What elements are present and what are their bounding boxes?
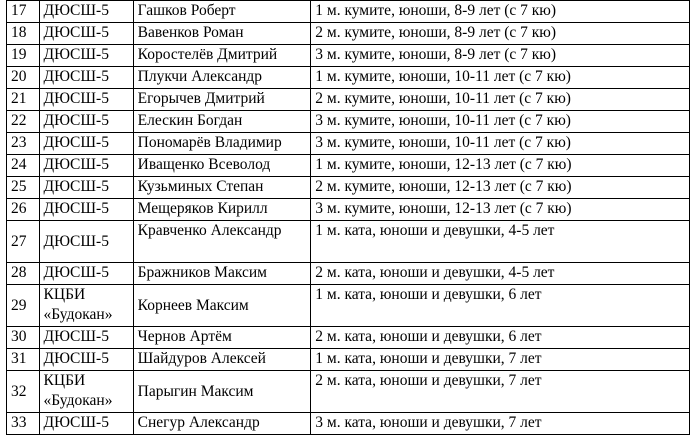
athlete-name: Пономарёв Владимир bbox=[133, 133, 311, 155]
place-category: 1 м. кумите, юноши, 8-9 лет (с 7 кю) bbox=[311, 1, 690, 23]
row-number: 27 bbox=[7, 221, 40, 263]
place-category: 1 м. ката, юноши и девушки, 4-5 лет bbox=[311, 221, 690, 263]
row-number: 21 bbox=[7, 89, 40, 111]
results-table-body bbox=[7, 1, 690, 435]
table-row bbox=[7, 1, 690, 23]
table-row bbox=[7, 111, 690, 133]
table-row bbox=[7, 89, 690, 111]
athlete-name: Шайдуров Алексей bbox=[133, 349, 311, 371]
table-row bbox=[7, 23, 690, 45]
athlete-name: Снегур Александр bbox=[133, 413, 311, 435]
place-category: 3 м. кумите, юноши, 8-9 лет (с 7 кю) bbox=[311, 45, 690, 67]
athlete-name: Вавенков Роман bbox=[133, 23, 311, 45]
row-number: 17 bbox=[7, 1, 40, 23]
club-cell: ДЮСШ-5 bbox=[39, 177, 133, 199]
athlete-name: Кравченко Александр bbox=[133, 221, 311, 263]
athlete-name: Чернов Артём bbox=[133, 327, 311, 349]
athlete-name: Плукчи Александр bbox=[133, 67, 311, 89]
row-number: 29 bbox=[7, 285, 40, 327]
place-category: 1 м. кумите, юноши, 10-11 лет (с 7 кю) bbox=[311, 67, 690, 89]
place-category: 3 м. кумите, юноши, 10-11 лет (с 7 кю) bbox=[311, 111, 690, 133]
club-cell: ДЮСШ-5 bbox=[39, 327, 133, 349]
club-cell: ДЮСШ-5 bbox=[39, 45, 133, 67]
row-number: 20 bbox=[7, 67, 40, 89]
row-number: 19 bbox=[7, 45, 40, 67]
club-cell: ДЮСШ-5 bbox=[39, 199, 133, 221]
table-row bbox=[7, 371, 690, 413]
place-category: 3 м. кумите, юноши, 10-11 лет (с 7 кю) bbox=[311, 133, 690, 155]
club-cell: КЦБИ «Будокан» bbox=[39, 285, 133, 327]
table-row bbox=[7, 67, 690, 89]
table-row bbox=[7, 221, 690, 263]
club-cell: ДЮСШ-5 bbox=[39, 1, 133, 23]
place-category: 2 м. кумите, юноши, 12-13 лет (с 7 кю) bbox=[311, 177, 690, 199]
table-row bbox=[7, 327, 690, 349]
table-row bbox=[7, 413, 690, 435]
table-row bbox=[7, 45, 690, 67]
table-row bbox=[7, 133, 690, 155]
athlete-name: Кузьминых Степан bbox=[133, 177, 311, 199]
athlete-name: Елескин Богдан bbox=[133, 111, 311, 133]
row-number: 25 bbox=[7, 177, 40, 199]
club-cell: ДЮСШ-5 bbox=[39, 23, 133, 45]
athlete-name: Парыгин Максим bbox=[133, 371, 311, 413]
athlete-name: Мещеряков Кирилл bbox=[133, 199, 311, 221]
row-number: 31 bbox=[7, 349, 40, 371]
club-cell: ДЮСШ-5 bbox=[39, 111, 133, 133]
club-cell: ДЮСШ-5 bbox=[39, 89, 133, 111]
place-category: 1 м. кумите, юноши, 12-13 лет (с 7 кю) bbox=[311, 155, 690, 177]
club-cell: ДЮСШ-5 bbox=[39, 221, 133, 263]
place-category: 3 м. ката, юноши и девушки, 7 лет bbox=[311, 413, 690, 435]
club-cell: ДЮСШ-5 bbox=[39, 349, 133, 371]
table-row bbox=[7, 285, 690, 327]
table-row bbox=[7, 199, 690, 221]
club-cell: ДЮСШ-5 bbox=[39, 133, 133, 155]
club-cell: ДЮСШ-5 bbox=[39, 155, 133, 177]
place-category: 2 м. ката, юноши и девушки, 4-5 лет bbox=[311, 263, 690, 285]
place-category: 2 м. ката, юноши и девушки, 6 лет bbox=[311, 327, 690, 349]
results-table bbox=[6, 0, 690, 435]
row-number: 33 bbox=[7, 413, 40, 435]
club-cell: КЦБИ «Будокан» bbox=[39, 371, 133, 413]
place-category: 1 м. ката, юноши и девушки, 6 лет bbox=[311, 285, 690, 327]
club-cell: ДЮСШ-5 bbox=[39, 67, 133, 89]
athlete-name: Гашков Роберт bbox=[133, 1, 311, 23]
row-number: 32 bbox=[7, 371, 40, 413]
athlete-name: Иващенко Всеволод bbox=[133, 155, 311, 177]
place-category: 2 м. ката, юноши и девушки, 7 лет bbox=[311, 371, 690, 413]
row-number: 22 bbox=[7, 111, 40, 133]
club-cell: ДЮСШ-5 bbox=[39, 413, 133, 435]
athlete-name: Бражников Максим bbox=[133, 263, 311, 285]
table-row bbox=[7, 177, 690, 199]
table-row bbox=[7, 155, 690, 177]
table-row bbox=[7, 263, 690, 285]
place-category: 1 м. ката, юноши и девушки, 7 лет bbox=[311, 349, 690, 371]
place-category: 2 м. кумите, юноши, 8-9 лет (с 7 кю) bbox=[311, 23, 690, 45]
row-number: 23 bbox=[7, 133, 40, 155]
row-number: 30 bbox=[7, 327, 40, 349]
place-category: 3 м. кумите, юноши, 12-13 лет (с 7 кю) bbox=[311, 199, 690, 221]
athlete-name: Егорычев Дмитрий bbox=[133, 89, 311, 111]
athlete-name: Корнеев Максим bbox=[133, 285, 311, 327]
athlete-name: Коростелёв Дмитрий bbox=[133, 45, 311, 67]
club-cell: ДЮСШ-5 bbox=[39, 263, 133, 285]
row-number: 24 bbox=[7, 155, 40, 177]
table-row bbox=[7, 349, 690, 371]
row-number: 28 bbox=[7, 263, 40, 285]
place-category: 2 м. кумите, юноши, 10-11 лет (с 7 кю) bbox=[311, 89, 690, 111]
row-number: 18 bbox=[7, 23, 40, 45]
row-number: 26 bbox=[7, 199, 40, 221]
